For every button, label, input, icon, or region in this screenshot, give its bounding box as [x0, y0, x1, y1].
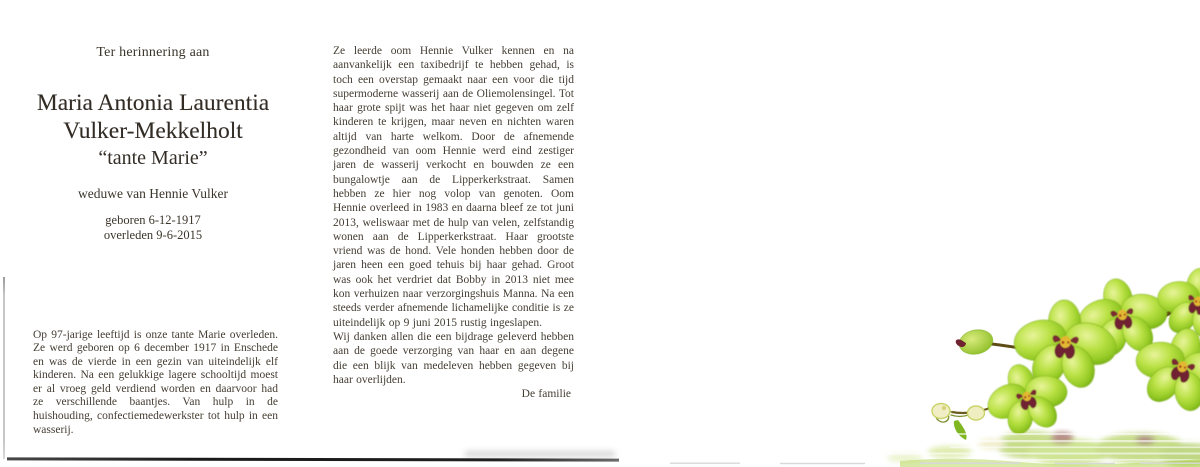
life-dates — [20, 213, 286, 242]
story-paragraph: Ze leerde oom Hennie Vulker kennen en na aanvankelijk een taxibedrijf te hebben gehad, is toch een overstap gemaakt naar een voor die tijd supermoderne wasserij aan de Oliemolensingel. Tot haar grote spijt was het haar niet gegeven om zelf kinderen te krijgen, maar neven en nichten waren altijd van harte welkom. Door de afnemende gezondheid van oom Hennie werd eind zestiger jaren de wasserij verkocht en bouwden ze een bungalowtje aan de Lipperkerkstraat. Samen hebben ze hier nog volop van genoten. Oom Hennie overleed in 1983 en daarna bleef ze tot juni 2013, weliswaar met de hulp van velen, zelfstandig wonen aan de Lipperkerkstraat. Haar grootste vriend was de hond. Vele honden hebben door de jaren heen een goed tehuis bij haar gehad. Groot was ook het verdriet dat Bobby in 2013 niet mee kon verhuizen naar verzorgingshuis Manna. Na een steeds verder afnemende lichamelijke conditie is ze uiteindelijk op 9 juni 2015 rustig ingeslapen. — [333, 45, 574, 329]
scan-shadow-smudge — [465, 451, 615, 457]
deceased-name — [20, 90, 286, 145]
biography-paragraph: Op 97-jarige leeftijd is onze tante Marie overleden. Ze werd geboren op 6 december 1917 in Enschede en was de vierde in een gezin van uiteindelijk elf kinderen. Na een gelukkige lagere schooltijd moest er al vroeg geld verdiend worden en daarvoor had ze verschillende baantjes. Van hulp in de huishouding, confectiemedewerkster tot hulp in een wasserij. — [33, 328, 278, 436]
water-reflection — [885, 431, 1200, 467]
scan-bottom-edge — [7, 457, 619, 461]
center-panel — [333, 44, 574, 401]
orchid-buds-pale — [932, 404, 985, 421]
scan-left-edge — [3, 277, 5, 459]
relation-line: weduwe van Hennie Vulker — [77, 186, 229, 201]
nickname: “tante Marie” — [98, 147, 208, 169]
intro-line: Ter herinnering aan — [96, 45, 210, 60]
birth-date: geboren 6-12-1917 — [105, 213, 201, 227]
orchid-photo — [600, 0, 1200, 467]
name-line-2: Vulker-Mekkelholt — [63, 117, 243, 144]
thanks-paragraph: Wij danken allen die een bijdrage geleverd hebben aan de goede verzorging van haar en aan degene die een blijk van medeleven hebben gegeven bij haar overlijden. — [333, 330, 574, 386]
orchid-flowers — [975, 259, 1200, 446]
name-line-1: Maria Antonia Laurentia — [36, 90, 270, 116]
orchid-bud-closed — [954, 327, 995, 358]
signature: De familie — [521, 388, 571, 401]
death-date: overleden 9-6-2015 — [103, 227, 203, 242]
leaf-shape — [954, 420, 967, 440]
